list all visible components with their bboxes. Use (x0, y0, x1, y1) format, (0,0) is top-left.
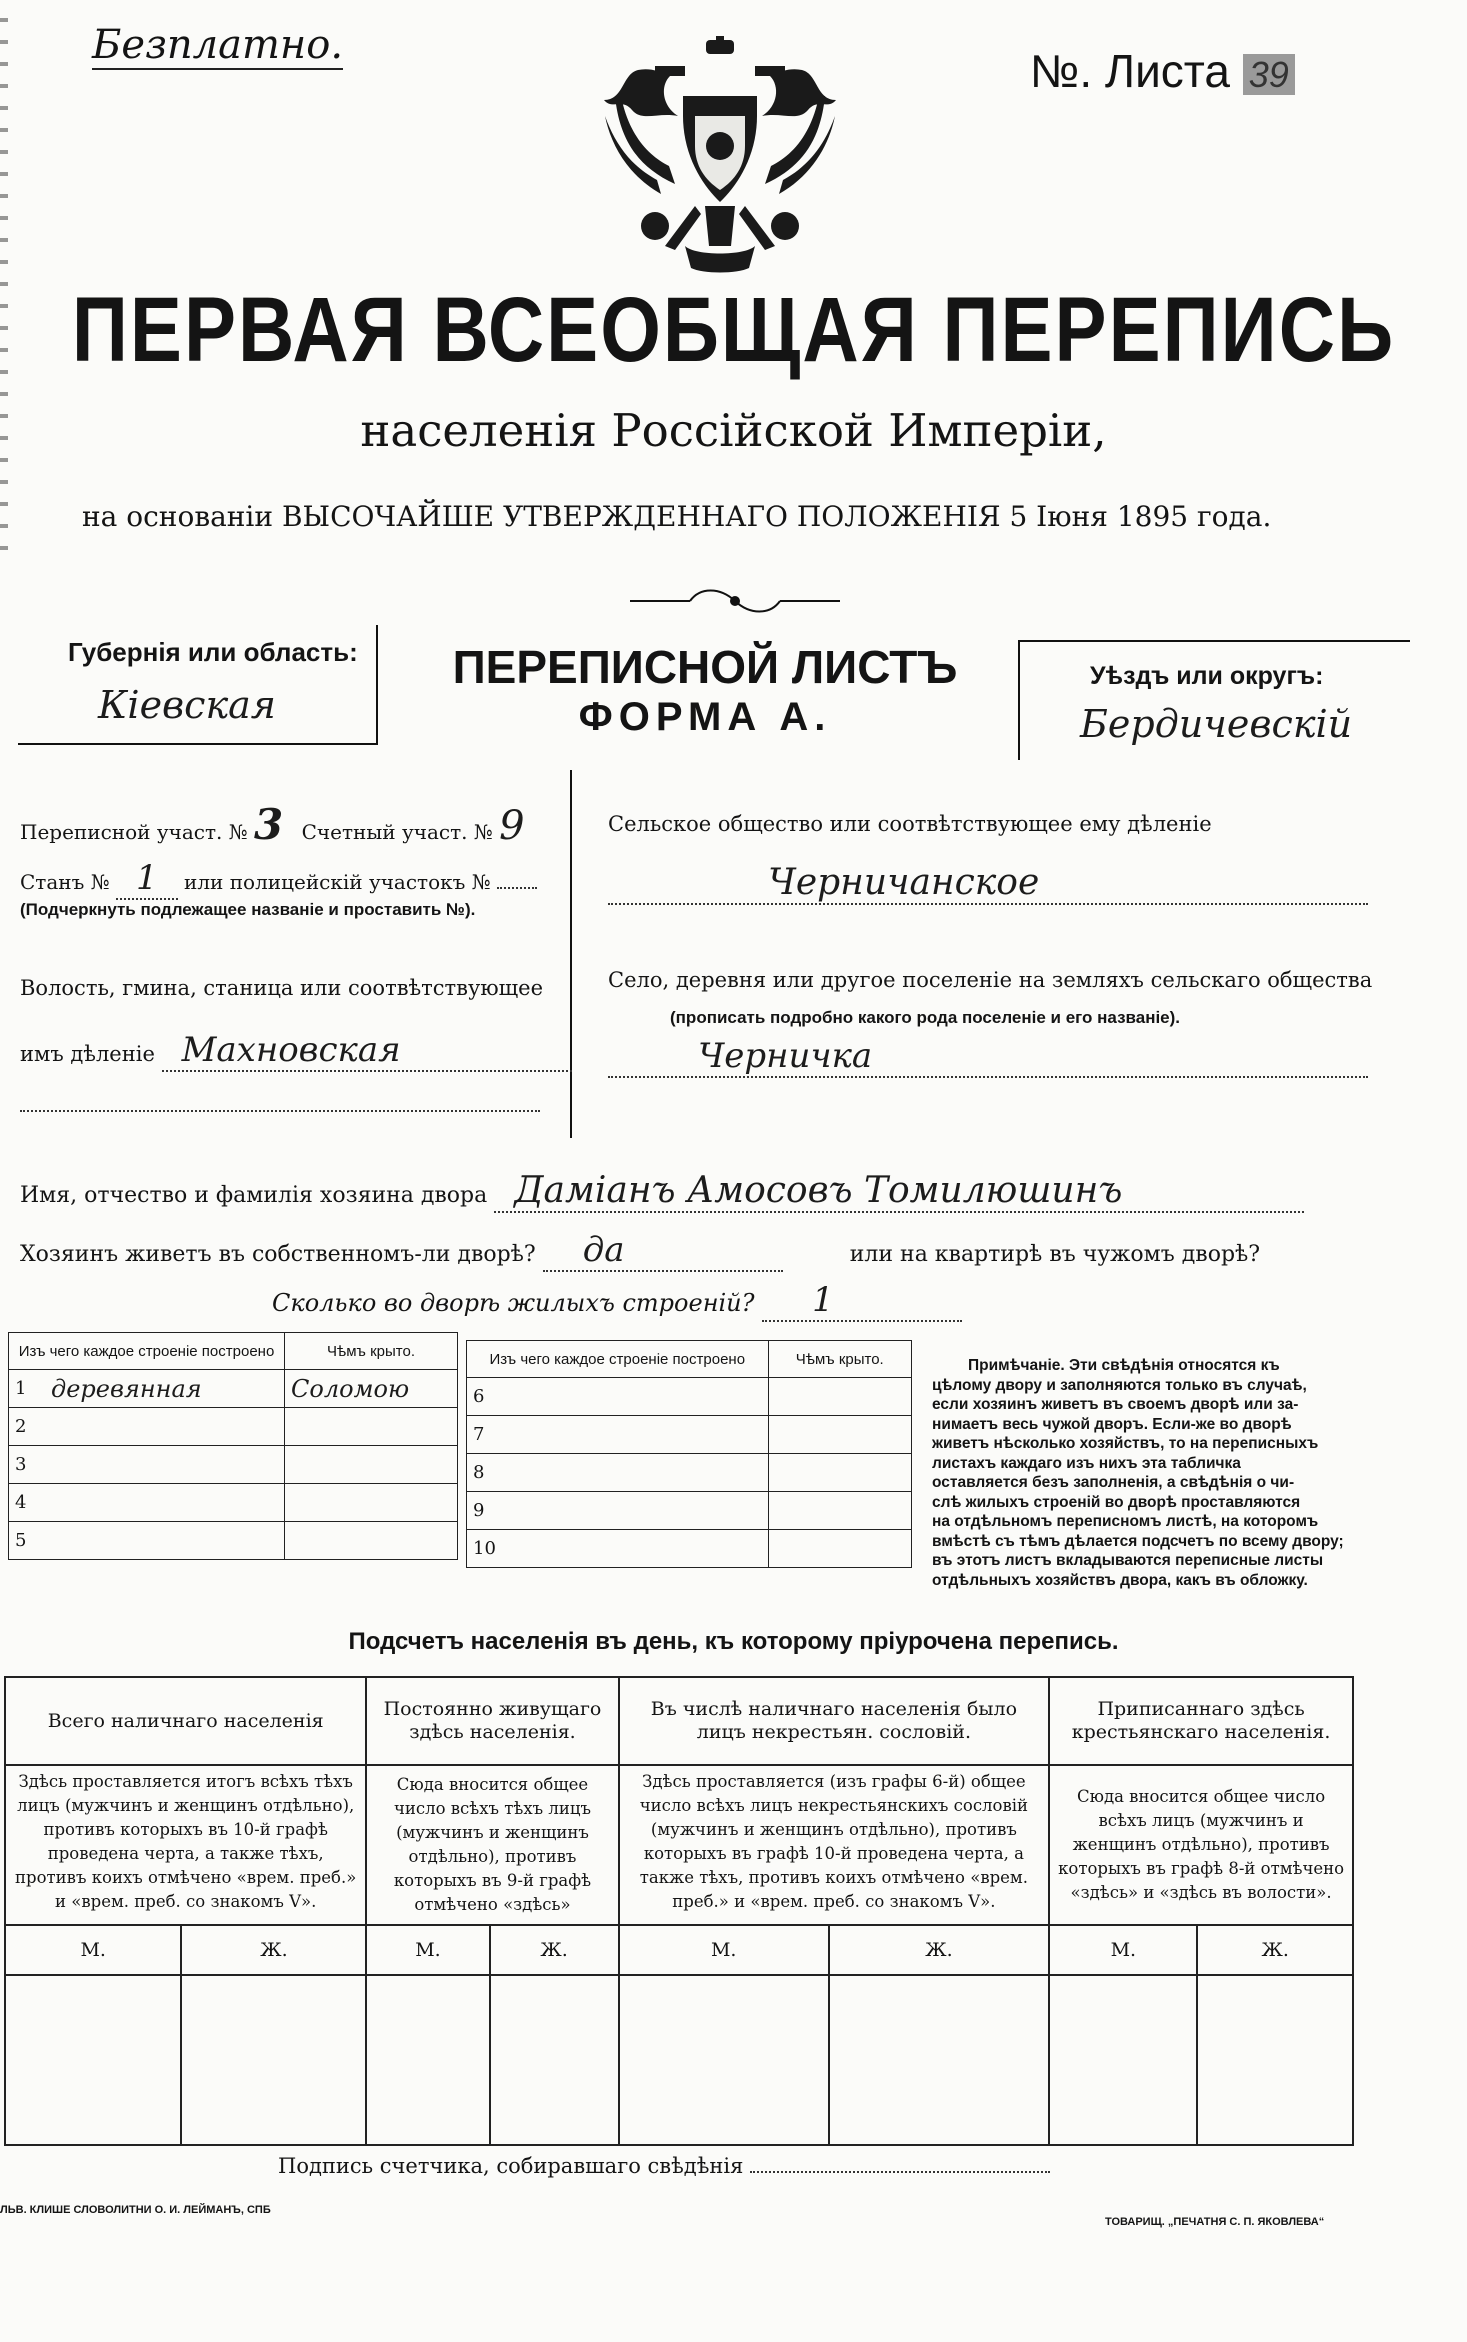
material-cell (503, 1378, 768, 1416)
volost-label-2: имъ дѣленіе (20, 1042, 155, 1066)
remark (932, 1356, 1357, 1590)
male-header: М. (5, 1925, 181, 1975)
signature-row (278, 2154, 1050, 2178)
village-note: (прописать подробно какого рода поселеніе и его названіе). (670, 1008, 1181, 1027)
material-cell (45, 1446, 285, 1484)
district-box (1018, 640, 1410, 760)
table-row (9, 1522, 458, 1560)
table-row (9, 1408, 458, 1446)
remark-line: если хозяинъ живетъ въ своемъ дворѣ или за- (932, 1396, 1299, 1413)
population-table (4, 1676, 1354, 2146)
table-row (9, 1484, 458, 1522)
village-label: Село, деревня или другое поселеніе на земляхъ сельскаго общества (608, 968, 1373, 992)
ornament-divider (630, 586, 840, 616)
remark-line: Примѣчаніе. Эти свѣдѣнія относятся къ (968, 1357, 1280, 1374)
value-cell (490, 1975, 619, 2145)
stan-row (20, 858, 537, 898)
remark-title: Примѣчаніе. (968, 1357, 1065, 1374)
remark-line: вмѣстѣ съ тѣмъ дѣлается подсчетъ по всему двору; (932, 1532, 1344, 1550)
remark-line: оставляется безъ заполненія, а свѣдѣнія о чи- (932, 1474, 1295, 1491)
census-area-value: 3 (254, 800, 284, 849)
remark-line: нимаетъ весь чужой дворъ. Если-же во дворѣ (932, 1415, 1292, 1433)
group-description: Здѣсь проставляется (изъ графы 6-й) общее число всѣхъ лицъ некрестьянскихъ сословій (мужчинъ и женщинъ отдѣльно), противъ которыхъ въ графѣ 10-й проведена черта, а также тѣхъ, противъ коихъ отмѣчено «врем. преб.» и «врем. преб. со знакомъ V». (619, 1765, 1050, 1925)
signature-label: Подпись счетчика, собиравшаго свѣдѣнія (278, 2154, 744, 2178)
own-yard-label: Хозяинъ живетъ въ собственномъ-ли дворѣ? (20, 1242, 536, 1267)
value-cell (1049, 1975, 1197, 2145)
remark-line: листахъ каждаго изъ нихъ эта табличка (932, 1454, 1241, 1472)
row-number: 9 (467, 1492, 504, 1530)
table-row (5, 1975, 1353, 2145)
remark-line: слѣ жилыхъ строеній во дворѣ проставляются (932, 1493, 1301, 1511)
male-header: М. (366, 1925, 489, 1975)
group-header: Всего наличнаго населенія (5, 1677, 366, 1765)
material-cell (503, 1530, 768, 1568)
roof-cell (768, 1454, 911, 1492)
sheet-number (1030, 44, 1295, 98)
village-value: Черничка (608, 1036, 1368, 1078)
remark-line: цѣлому двору и заполняются только въ случаѣ, (932, 1376, 1307, 1394)
row-number: 6 (467, 1378, 504, 1416)
table-row (9, 1446, 458, 1484)
material-cell (503, 1416, 768, 1454)
buildings-table-right (466, 1340, 912, 1568)
police-label: или полицейскій участокъ № (184, 870, 491, 894)
count-area-label: Счетный участ. № (301, 820, 493, 844)
district-label: Уѣздъ или округъ: (1090, 662, 1324, 690)
row-number: 5 (9, 1522, 46, 1560)
society-value: Черничанское (608, 862, 1368, 905)
roof-cell (285, 1484, 458, 1522)
female-header: Ж. (829, 1925, 1049, 1975)
material-cell (503, 1492, 768, 1530)
roof-cell (768, 1530, 911, 1568)
material-cell (45, 1522, 285, 1560)
table-row (467, 1378, 912, 1416)
male-header: М. (1049, 1925, 1197, 1975)
stan-value: 1 (116, 858, 178, 900)
col-roof-header: Чѣмъ крыто. (285, 1333, 458, 1370)
material-cell: деревянная (45, 1370, 285, 1408)
roof-cell (768, 1492, 911, 1530)
group-header: Въ числѣ наличнаго населенія было лицъ некрестьян. сословій. (619, 1677, 1050, 1765)
material-cell (503, 1454, 768, 1492)
census-area-row (20, 800, 525, 849)
form-title-line1: ПЕРЕПИСНОЙ ЛИСТЪ (452, 641, 958, 693)
owner-row (20, 1170, 1304, 1213)
value-cell (619, 1975, 829, 2145)
row-number: 8 (467, 1454, 504, 1492)
row-number: 1 (9, 1370, 46, 1408)
value-cell (5, 1975, 181, 2145)
double-headed-eagle-emblem (595, 36, 845, 276)
group-header: Приписаннаго здѣсь крестьянскаго населенія. (1049, 1677, 1353, 1765)
row-number: 7 (467, 1416, 504, 1454)
female-header: Ж. (1197, 1925, 1353, 1975)
roof-cell (768, 1416, 911, 1454)
material-cell (45, 1484, 285, 1522)
main-title: ПЕРВАЯ ВСЕОБЩАЯ ПЕРЕПИСЬ (71, 276, 1396, 381)
printer-right: ТОВАРИЩ. „ПЕЧАТНЯ С. П. ЯКОВЛЕВА“ (1105, 2216, 1325, 2228)
sheet-number-value: 39 (1243, 54, 1295, 95)
row-number: 4 (9, 1484, 46, 1522)
sheet-number-label: №. Листа (1030, 45, 1230, 97)
buildings-count-value: 1 (762, 1280, 962, 1322)
volost-extra-line (20, 1110, 540, 1112)
value-cell (1197, 1975, 1353, 2145)
roof-cell (768, 1378, 911, 1416)
table-row (467, 1454, 912, 1492)
own-yard-row (20, 1230, 1260, 1272)
table-row (467, 1492, 912, 1530)
province-box (18, 625, 378, 745)
value-cell (366, 1975, 489, 2145)
volost-row (20, 1030, 572, 1072)
female-header: Ж. (181, 1925, 366, 1975)
legal-basis: на основаніи ВЫСОЧАЙШЕ УТВЕРЖДЕННАГО ПОЛОЖЕНІЯ 5 Іюня 1895 года. (82, 500, 1272, 533)
col-roof-header: Чѣмъ крыто. (768, 1341, 911, 1378)
scan-edge-marks (0, 0, 8, 560)
buildings-count-row (272, 1280, 962, 1322)
remark-line: живетъ нѣсколько хозяйствъ, то на переписныхъ (932, 1435, 1319, 1452)
remark-line: въ этотъ листъ вкладываются переписные листы (932, 1552, 1324, 1569)
group-description: Сюда вносится общее число всѣхъ тѣхъ лицъ (мужчинъ и женщинъ отдѣльно), противъ которыхъ въ 9-й графѣ отмѣчено «здѣсь» (366, 1765, 618, 1925)
row-number: 3 (9, 1446, 46, 1484)
col-material-header: Изъ чего каждое строеніе построено (467, 1341, 769, 1378)
roof-cell: Соломою (285, 1370, 458, 1408)
owner-name-label: Имя, отчество и фамилія хозяина двора (20, 1183, 488, 1208)
district-value: Бердичевскій (1080, 702, 1353, 746)
table-row (467, 1416, 912, 1454)
male-header: М. (619, 1925, 829, 1975)
table-row (9, 1370, 458, 1408)
buildings-table-left (8, 1332, 458, 1560)
remark-line: на отдѣльномъ переписномъ листѣ, на которомъ (932, 1513, 1319, 1530)
form-title-line2: ФОРМА А. (578, 695, 832, 739)
volost-value: Махновская (162, 1030, 572, 1072)
material-cell (45, 1408, 285, 1446)
table-row (467, 1530, 912, 1568)
buildings-count-label: Сколько во дворѣ жилыхъ строеній? (272, 1289, 755, 1317)
province-value: Кіевская (98, 683, 276, 727)
society-label: Сельское общество или соотвѣтствующее ему дѣленіе (608, 812, 1212, 836)
volost-label-1: Волость, гмина, станица или соотвѣтствующее (20, 976, 544, 1000)
stan-label: Станъ № (20, 870, 110, 894)
signature-value (750, 2171, 1050, 2173)
row-number: 2 (9, 1408, 46, 1446)
group-description: Сюда вносится общее число всѣхъ лицъ (мужчинъ и женщинъ отдѣльно), противъ которыхъ въ графѣ 8-й отмѣчено «здѣсь» и «здѣсь въ волости». (1049, 1765, 1353, 1925)
police-value (497, 887, 537, 889)
column-divider (570, 770, 572, 1138)
col-material-header: Изъ чего каждое строеніе построено (9, 1333, 285, 1370)
underline-note: (Подчеркнуть подлежащее названіе и проставить №). (20, 900, 476, 919)
group-header: Постоянно живущаго здѣсь населенія. (366, 1677, 618, 1765)
roof-cell (285, 1446, 458, 1484)
value-cell (181, 1975, 366, 2145)
remark-line: отдѣльныхъ хозяйствъ двора, какъ въ обложку. (932, 1571, 1308, 1589)
printer-left: ЛЬВ. КЛИШЕ СЛОВОЛИТНИ О. И. ЛЕЙМАНЪ, СПБ (0, 2204, 271, 2216)
value-cell (829, 1975, 1049, 2145)
free-label: Безплатно. (92, 22, 344, 68)
subtitle: населенія Россійской Имперіи, (360, 404, 1107, 457)
population-title: Подсчетъ населенія въ день, къ которому пріурочена перепись. (348, 1628, 1119, 1655)
group-description: Здѣсь проставляется итогъ всѣхъ тѣхъ лицъ (мужчинъ и женщинъ отдѣльно), противъ которыхъ въ 10-й графѣ проведена черта, а также тѣхъ, противъ коихъ отмѣчено «врем. преб.» и «врем. преб. со знакомъ V». (5, 1765, 366, 1925)
female-header: Ж. (490, 1925, 619, 1975)
rent-label: или на квартирѣ въ чужомъ дворѣ? (849, 1242, 1261, 1267)
roof-cell (285, 1408, 458, 1446)
own-yard-value: да (543, 1230, 783, 1272)
owner-name-value: Даміанъ Амосовъ Томилюшинъ (494, 1170, 1304, 1213)
province-label: Губернія или область: (68, 637, 358, 667)
count-area-value: 9 (499, 803, 525, 849)
roof-cell (285, 1522, 458, 1560)
census-area-label: Переписной участ. № (20, 820, 248, 844)
row-number: 10 (467, 1530, 504, 1568)
